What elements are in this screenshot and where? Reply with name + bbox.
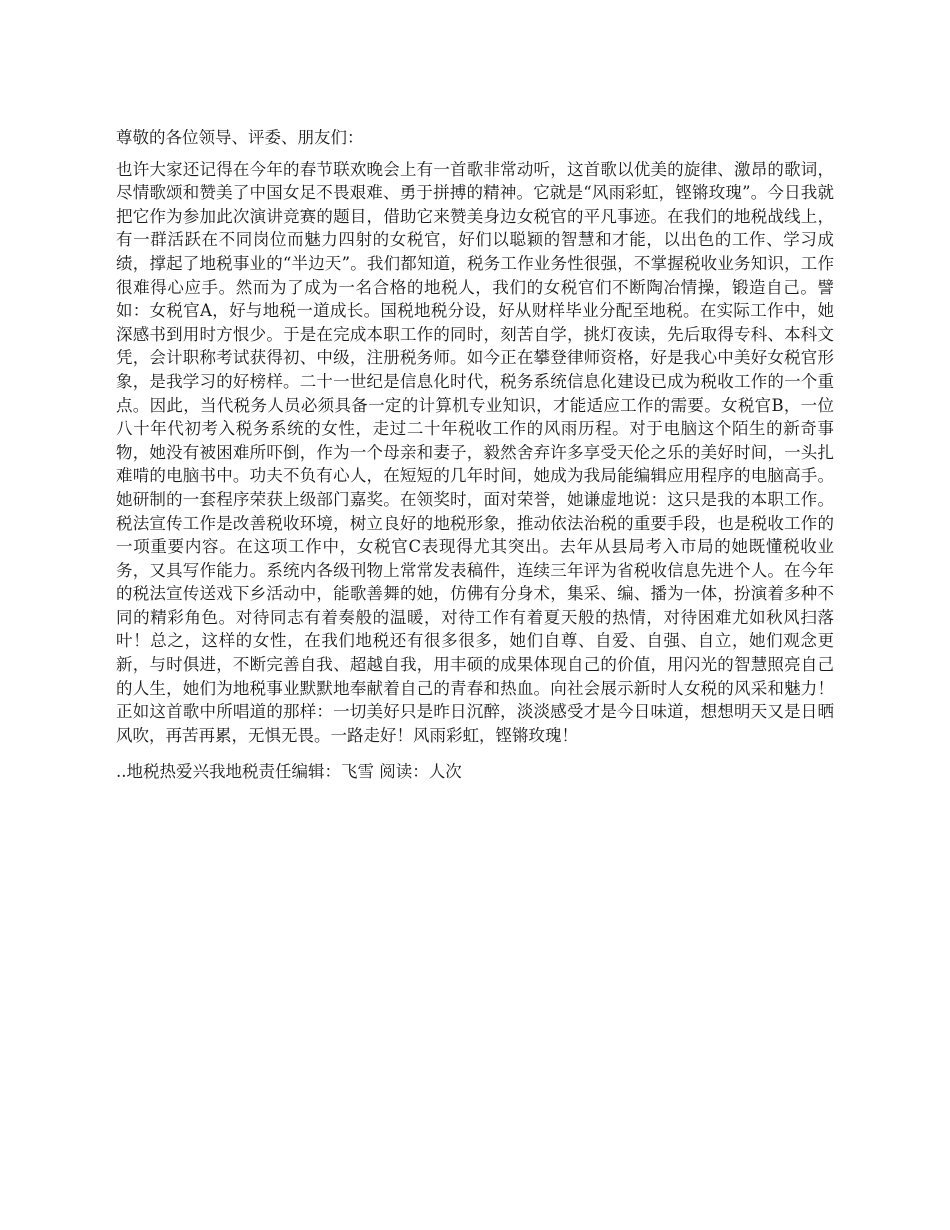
- salutation: 尊敬的各位领导、评委、朋友们：: [116, 128, 364, 147]
- editor-footer: ..地税热爱兴我地税责任编辑：飞雪 阅读：人次: [116, 762, 462, 782]
- speech-body: 也许大家还记得在今年的春节联欢晚会上有一首歌非常动听，这首歌以优美的旋律、激昂的歌词，尽情歌颂和赞美了中国女足不畏艰难、勇于拼搏的精神。它就是“风雨彩虹，铿锵玫瑰”。今日我就把它作为参加此次演讲竞赛的题目，借助它来赞美身边女税官的平凡事迹。在我们的地税战线上，有一群活跃在不同岗位而魅力四射的女税官，好们以聪颖的智慧和才能，以出色的工作、学习成绩，撑起了地税事业的“半边天”。我们都知道，税务工作业务性很强，不掌握税收业务知识，工作很难得心应手。然而为了成为一名合格的地税人，我们的女税官们不断陶冶情操，锻造自己。譬如：女税官A，好与地税一道成长。国税地税分设，好从财样毕业分配至地税。在实际工作中，她深感书到用时方恨少。于是在完成本职工作的同时，刻苦自学，挑灯夜读，先后取得专科、本科文凭，会计职称考试获得初、中级，注册税务师。如今正在攀登律师资格，好是我心中美好女税官形象，是我学习的好榜样。二十一世纪是信息化时代，税务系统信息化建设已成为税收工作的一个重点。因此，当代税务人员必须具备一定的计算机专业知识，才能适应工作的需要。女税官B，一位八十年代初考入税务系统的女性，走过二十年税收工作的风雨历程。对于电脑这个陌生的新奇事物，她没有被困难所吓倒，作为一个母亲和妻子，毅然舍弃许多享受天伦之乐的美好时间，一头扎难啃的电脑书中。功夫不负有心人，在短短的几年时间，她成为我局能编辑应用程序的电脑高手。她研制的一套程序荣获上级部门嘉奖。在领奖时，面对荣誉，她谦虚地说：这只是我的本职工作。税法宣传工作是改善税收环境，树立良好的地税形象，推动依法治税的重要手段，也是税收工作的一项重要内容。在这项工作中，女税官C表现得尤其突出。去年从县局考入市局的她既懂税收业务，又具写作能力。系统内各级刊物上常常发表稿件，连续三年评为省税收信息先进个人。在今年的税法宣传送戏下乡活动中，能歌善舞的她，仿佛有分身术，集采、编、播为一体，扮演着多种不同的精彩角色。对待同志有着奏般的温暖，对待工作有着夏天般的热情，对待困难尤如秋风扫落叶！总之，这样的女性，在我们地税还有很多很多，她们自尊、自爱、自强、自立，她们观念更新，与时俱进，不断完善自我、超越自我，用丰硕的成果体现自己的价值，用闪光的智慧照亮自己的人生，她们为地税事业默默地奉献着自己的青春和热血。向社会展示新时人女税的风采和魅力！正如这首歌中所唱道的那样：一切美好只是昨日沉醉，淡淡感受才是今日味道，想想明天又是日晒风吹，再苦再累，无惧无畏。一路走好！风雨彩虹，铿锵玫瑰！: [116, 159, 834, 745]
